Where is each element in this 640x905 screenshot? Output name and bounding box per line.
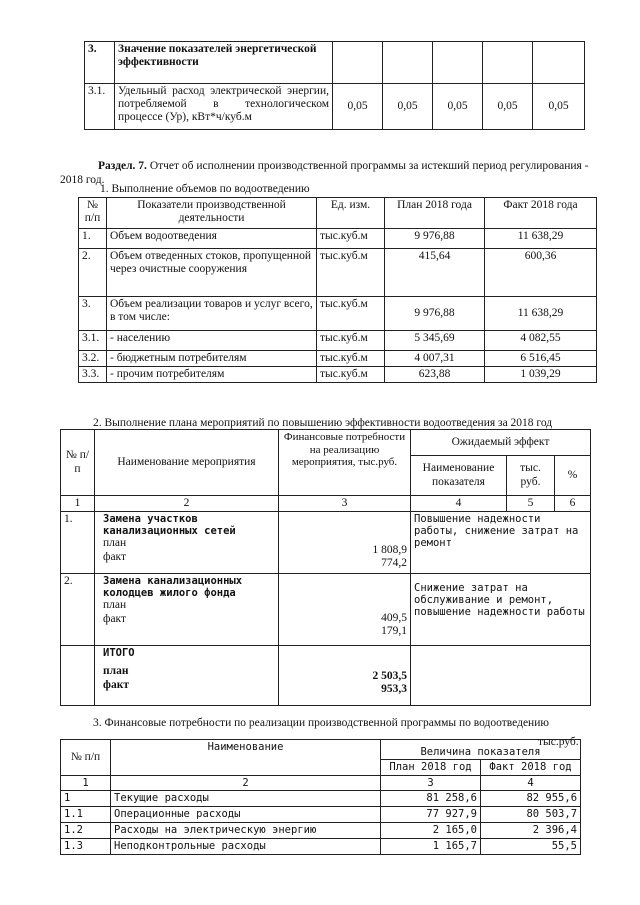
row-fact: 80 503,7 [481,807,581,823]
row-number: 3.3. [79,367,107,383]
row-name: Неподконтрольные расходы [111,839,381,855]
row-fact: 11 638,29 [485,297,597,331]
header-name: Показатели производственной деятельности [107,198,317,229]
row-number: 1.1 [61,807,111,823]
row-plan: 77 927,9 [381,807,481,823]
colnum: 3 [279,496,411,512]
row-fact: 600,36 [485,249,597,297]
total-cell [95,646,279,706]
value-cell: 0,05 [533,84,585,130]
row-number: 2. [61,574,95,646]
row-plan: 81 258,6 [381,791,481,807]
colnum: 2 [111,776,381,791]
volumes-table [78,197,597,383]
row-plan: 9 976,88 [385,297,485,331]
measures-table [60,429,591,706]
row-plan: 415,64 [385,249,485,297]
colnum: 2 [95,496,279,512]
header-num: № п/п [79,198,107,229]
header-plan: План 2018 год [381,760,481,776]
row-fact: 11 638,29 [485,229,597,249]
header-fact: Факт 2018 года [485,198,597,229]
row-plan: 2 165,0 [381,823,481,839]
row-number: 1 [61,791,111,807]
value-cell: 0,05 [383,84,433,130]
row-number: 3.1. [85,84,115,130]
row-fact: 82 955,6 [481,791,581,807]
finance-cell [279,512,411,574]
plan-value: 1 808,9 [372,544,407,557]
row-plan: 1 165,7 [381,839,481,855]
row-number: 1. [79,229,107,249]
measure-title: Замена участков канализационных сетей [103,513,236,538]
row-fact: 2 396,4 [481,823,581,839]
finance-cell [279,574,411,646]
row-name: - населению [107,331,317,351]
header-fact: Факт 2018 год [481,760,581,776]
plan-label: план [103,599,127,612]
row-unit: тыс.куб.м [317,297,385,331]
fact-label: факт [103,612,127,625]
colnum: 1 [61,496,95,512]
table2-caption: 2. Выполнение плана мероприятий по повышению эффективности водоотведения за 2018 год [93,417,553,429]
indicator-title: Значение показателей энергетической эффективности [115,42,333,84]
table1-caption: 1. Выполнение объемов по водоотведению [100,183,310,195]
section-label: Раздел. 7. [98,160,147,172]
row-number: 2. [79,249,107,297]
header-num: № п/п [61,740,111,776]
total-plan-value: 2 503,5 [372,670,407,683]
row-name: - прочим потребителям [107,367,317,383]
row-unit: тыс.куб.м [317,351,385,367]
header-num: № п/п [61,430,95,496]
colnum: 4 [411,496,507,512]
row-number: 3.2. [79,351,107,367]
row-name: Текущие расходы [111,791,381,807]
colnum: 3 [381,776,481,791]
colnum: 5 [507,496,555,512]
energy-efficiency-table [84,41,585,130]
header-unit: Ед. изм. [317,198,385,229]
header-indicator: Наименование показателя [411,456,507,496]
value-cell: 0,05 [433,84,483,130]
measure-title: Замена канализационных колодцев жилого фонда [103,575,243,600]
row-name: Объем водоотведения [107,229,317,249]
row-unit: тыс.куб.м [317,229,385,249]
fact-label: факт [103,678,129,691]
header-effect: Ожидаемый эффект [411,430,591,456]
row-plan: 9 976,88 [385,229,485,249]
row-name: Объем отведенных стоков, пропущенной через очистные сооружения [107,249,317,297]
table3-caption: 3. Финансовые потребности по реализации производственной программы по водоотведению [93,717,549,729]
header-fin: Финансовые потребности на реализацию мероприятия, тыс.руб. [279,430,411,496]
colnum: 1 [61,776,111,791]
row-name: - бюджетным потребителям [107,351,317,367]
row-unit: тыс.куб.м [317,367,385,383]
row-name: Операционные расходы [111,807,381,823]
fact-label: факт [103,550,127,563]
row-unit: тыс.куб.м [317,331,385,351]
row-fact: 55,5 [481,839,581,855]
row-number: 1. [61,512,95,574]
total-title: ИТОГО [103,647,135,660]
row-fact: 4 082,55 [485,331,597,351]
fact-value: 179,1 [381,625,407,638]
effect-text: Повышение надежности работы, снижение затрат на ремонт [411,512,591,574]
total-fact-value: 953,3 [381,683,407,696]
row-number: 1.3 [61,839,111,855]
header-name: Наименование [111,740,381,776]
row-number: 3.1. [79,331,107,351]
header-rub: тыс. руб. [507,456,555,496]
value-cell: 0,05 [333,84,383,130]
row-fact: 1 039,29 [485,367,597,383]
total-finance-cell [279,646,411,706]
row-name: Объем реализации товаров и услуг всего, в том числе: [107,297,317,331]
indicator-title: Удельный расход электрической энергии, потребляемой в технологическом процессе (Ур), кВт*ч/куб.м [115,84,333,130]
measure-cell [95,574,279,646]
plan-label: план [103,665,129,678]
effect-text: Снижение затрат на обслуживание и ремонт, повышение надежности работы [411,574,591,646]
row-number: 3. [85,42,115,84]
plan-value: 409,5 [381,612,407,625]
table3-unit: тыс.руб. [538,736,579,748]
header-pct: % [555,456,591,496]
value-cell: 0,05 [483,84,533,130]
row-plan: 5 345,69 [385,331,485,351]
row-plan: 4 007,31 [385,351,485,367]
row-plan: 623,88 [385,367,485,383]
header-name: Наименование мероприятия [95,430,279,496]
section-text: Отчет об исполнении производственной программы за истекший период регулирования - 2018 год. [60,160,589,186]
colnum: 4 [481,776,581,791]
row-name: Расходы на электрическую энергию [111,823,381,839]
header-plan: План 2018 года [385,198,485,229]
row-number: 1.2 [61,823,111,839]
fact-value: 774,2 [381,557,407,570]
row-unit: тыс.куб.м [317,249,385,297]
measure-cell [95,512,279,574]
finance-table [60,739,581,855]
row-fact: 6 516,45 [485,351,597,367]
header-value: Величина показателя [381,740,581,760]
row-number: 3. [79,297,107,331]
plan-label: план [103,537,127,550]
colnum: 6 [555,496,591,512]
